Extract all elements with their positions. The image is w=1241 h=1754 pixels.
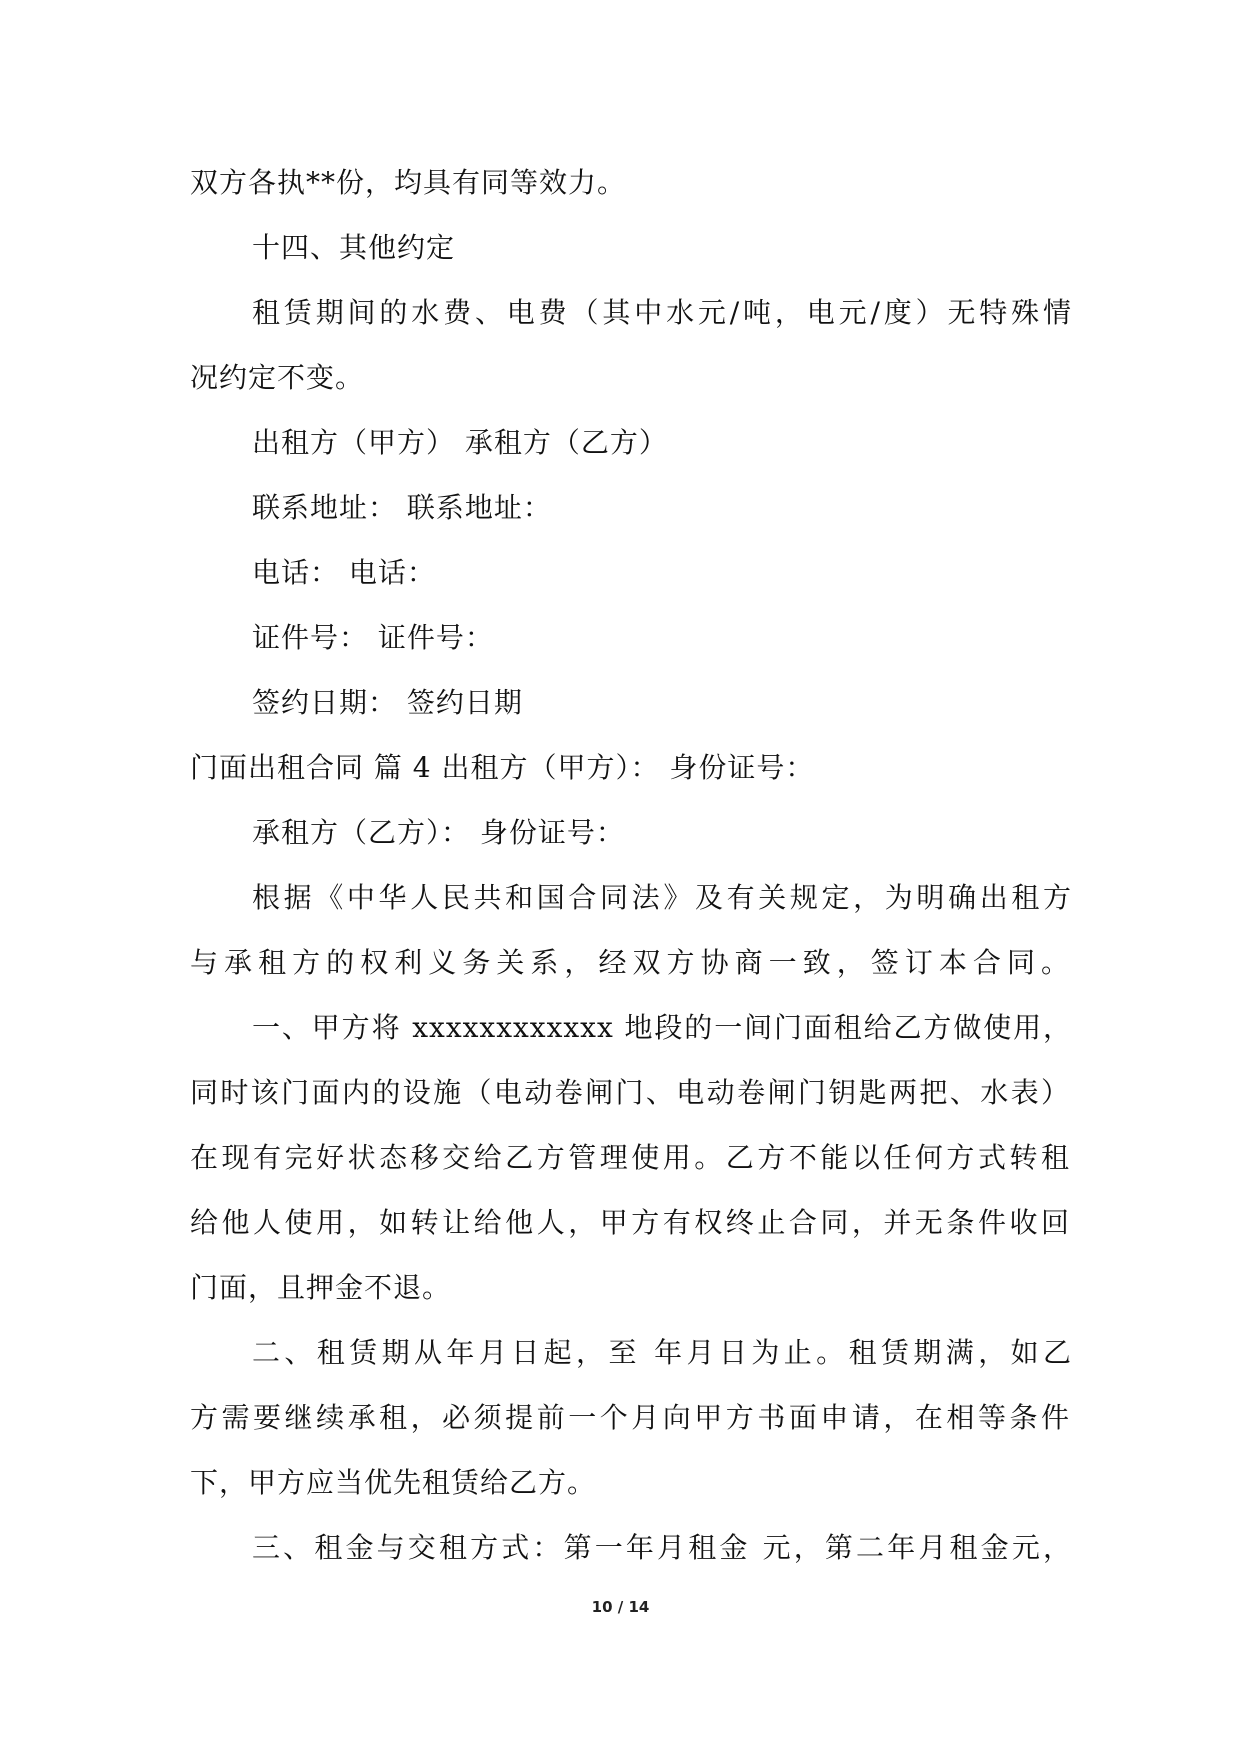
text-line: 况约定不变。	[190, 361, 365, 394]
text-line: 方需要继续承租，必须提前一个月向甲方书面申请，在相等条件	[190, 1401, 1070, 1434]
page-number: 10 / 14	[591, 1598, 650, 1616]
text-line: 根据《中华人民共和国合同法》及有关规定，为明确出租方	[252, 881, 1072, 914]
text-line: 在现有完好状态移交给乙方管理使用。乙方不能以任何方式转租	[190, 1141, 1070, 1174]
text-line: 电话： 电话：	[252, 556, 436, 589]
text-line: 与承租方的权利义务关系，经双方协商一致，签订本合同。	[190, 946, 1070, 979]
text-line: 同时该门面内的设施（电动卷闸门、电动卷闸门钥匙两把、水表）	[190, 1076, 1070, 1109]
text-line: 给他人使用，如转让给他人，甲方有权终止合同，并无条件收回	[190, 1206, 1070, 1239]
text-line: 三、租金与交租方式：第一年月租金 元，第二年月租金元，	[252, 1531, 1072, 1564]
section-heading: 十四、其他约定	[252, 231, 456, 264]
text-line: 双方各执**份，均具有同等效力。	[190, 166, 627, 199]
text-line: 门面，且押金不退。	[190, 1271, 452, 1304]
text-line: 一、甲方将 xxxxxxxxxxxx 地段的一间门面租给乙方做使用，	[252, 1011, 1072, 1044]
text-line: 二、租赁期从年月日起，至 年月日为止。租赁期满，如乙	[252, 1336, 1072, 1369]
section-title: 门面出租合同 篇 4 出租方（甲方）： 身份证号：	[190, 751, 815, 784]
text-line: 联系地址： 联系地址：	[252, 491, 552, 524]
text-line: 承租方（乙方）： 身份证号：	[252, 816, 625, 849]
text-line: 签约日期： 签约日期	[252, 686, 523, 719]
text-line: 证件号： 证件号：	[252, 621, 494, 654]
text-line: 租赁期间的水费、电费（其中水元/吨，电元/度）无特殊情	[252, 296, 1072, 329]
text-line: 下，甲方应当优先租赁给乙方。	[190, 1466, 597, 1499]
text-line: 出租方（甲方） 承租方（乙方）	[252, 426, 668, 459]
